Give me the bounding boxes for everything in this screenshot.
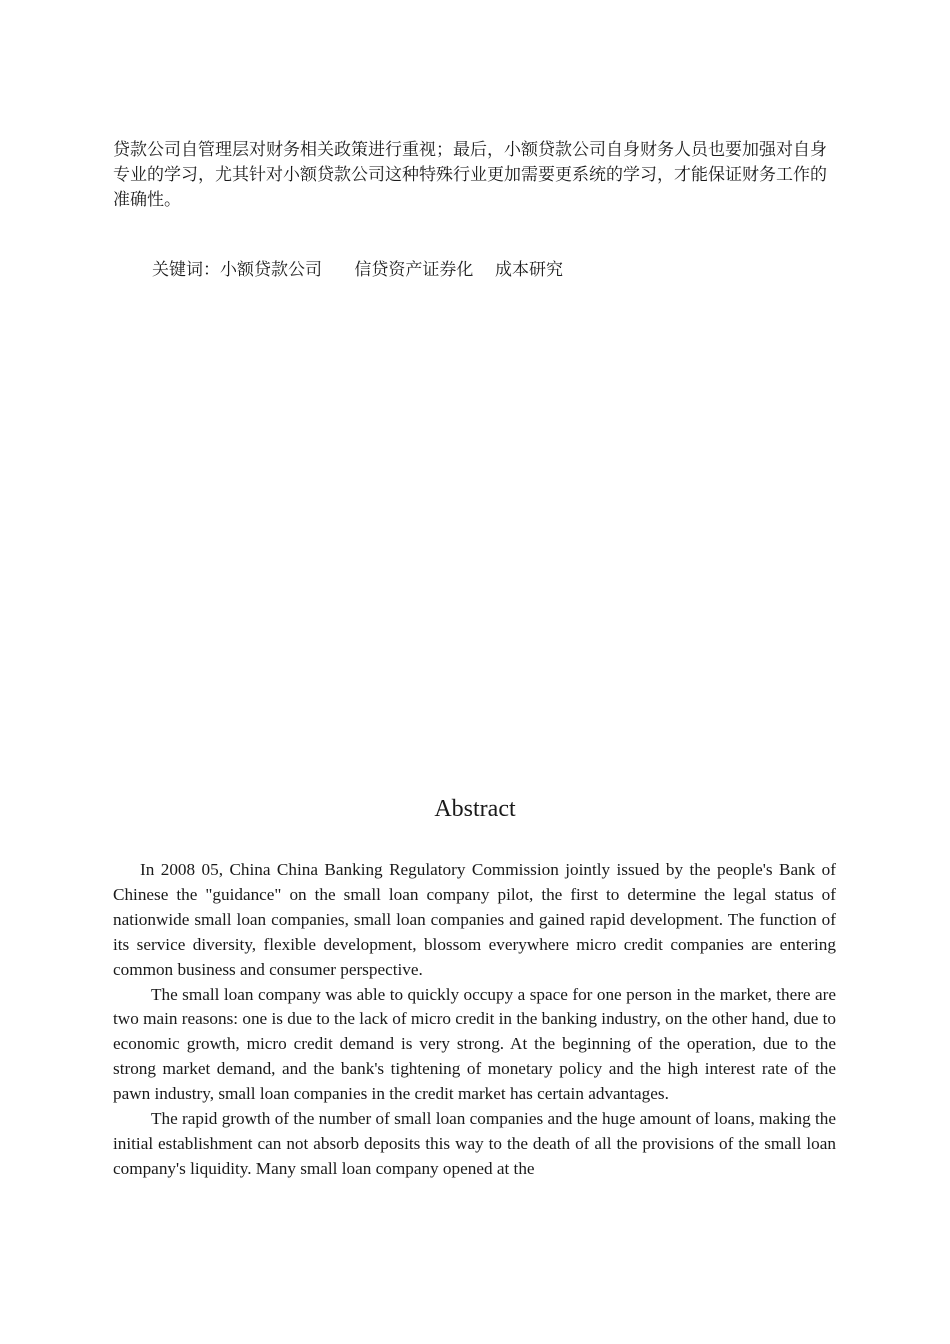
abstract-paragraph-1: In 2008 05, China China Banking Regulatory Commission jointly issued by the people's Bank of Chinese the "guidance" on the small loan company pilot, the first to determine the legal status of nationwide small loan companies, small loan companies and gained rapid development. The function of its service diversity, flexible development, blossom everywhere micro credit companies are entering common business and consumer perspective. <box>113 860 836 979</box>
abstract-paragraph-2: The small loan company was able to quickly occupy a space for one person in the market, there are two main reasons: one is due to the lack of micro credit in the banking industry, on the other hand, due to economic growth, micro credit demand is very strong. At the beginning of the operation, due to the strong market demand, and the bank's tightening of monetary policy and the high interest rate of the pawn industry, small loan companies in the credit market has certain advantages. <box>113 984 836 1104</box>
abstract-paragraph-3: The rapid growth of the number of small loan companies and the huge amount of loans, making the initial establishment can not absorb deposits this way to the death of all the provisions of the small loan company's liquidity. Many small loan company opened at the <box>113 1109 836 1178</box>
abstract-heading: Abstract <box>434 796 516 822</box>
keywords-line: 关键词：小额贷款公司 信贷资产证券化 成本研究 <box>152 260 564 280</box>
chinese-paragraph: 贷款公司自管理层对财务相关政策进行重视；最后，小额贷款公司自身财务人员也要加强对自身专业的学习，尤其针对小额贷款公司这种特殊行业更加需要更系统的学习，才能保证财务工作的准确性。 <box>113 140 827 210</box>
abstract-body <box>113 858 836 1182</box>
